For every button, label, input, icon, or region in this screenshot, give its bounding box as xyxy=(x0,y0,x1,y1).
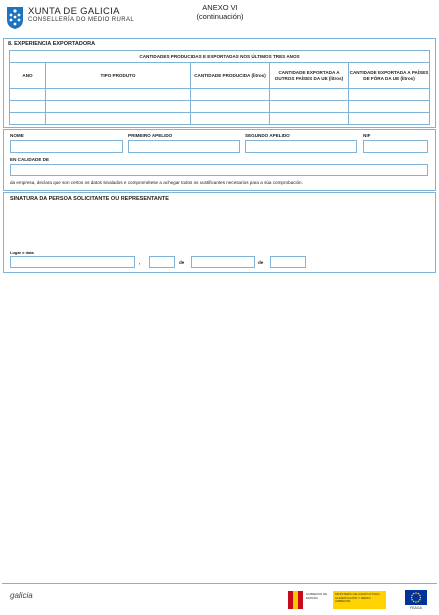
first-surname-label: PRIMEIRO APELIDO xyxy=(128,133,173,138)
year-field[interactable] xyxy=(270,256,306,268)
table-cell-product-3[interactable] xyxy=(45,112,191,125)
name-label: NOME xyxy=(10,133,24,138)
col-header-produced: CANTIDADE PRODUCIDA (litros) xyxy=(190,62,270,89)
footer-divider xyxy=(2,583,437,584)
nif-field[interactable] xyxy=(363,140,428,153)
col-header-exported-eu: CANTIDADE EXPORTADA A OUTROS PAÍSES DA UE (litros) xyxy=(269,62,349,89)
gov-text-line2: MINISTERIO DE AGRICULTURA, ALIMENTACIÓN Y MEDIO AMBIENTE xyxy=(335,592,381,604)
col-header-year: ANO xyxy=(9,62,46,89)
col-header-product-type: TIPO PRODUTO xyxy=(45,62,191,89)
first-surname-field[interactable] xyxy=(128,140,240,153)
eu-label: FEAGA xyxy=(410,606,422,610)
galicia-logo: galicia xyxy=(10,591,33,600)
table-cell-year-3[interactable] xyxy=(9,112,46,125)
annex-title: ANEXO VI xyxy=(202,3,238,12)
brand-title: XUNTA DE GALICIA xyxy=(28,6,120,17)
annex-subtitle: (continuación) xyxy=(196,12,244,21)
day-field[interactable] xyxy=(149,256,175,268)
nif-label: NIF xyxy=(363,133,371,138)
place-field[interactable] xyxy=(10,256,135,268)
capacity-label: EN CALIDADE DE xyxy=(10,157,50,162)
table-cell-exported-non-eu-3[interactable] xyxy=(348,112,430,125)
section-8-title: 8. EXPERIENCIA EXPORTADORA xyxy=(8,41,96,47)
eu-flag-logo xyxy=(405,590,427,612)
signature-title: SINATURA DA PERSOA SOLICITANTE OU REPRESENTANTE xyxy=(10,196,169,202)
table-cell-exported-eu-3[interactable] xyxy=(269,112,349,125)
second-surname-field[interactable] xyxy=(245,140,357,153)
comma-separator: , xyxy=(139,260,141,265)
table-caption: CANTIDADES PRODUCIDAS E EXPORTADAS NOS ÚLTIMOS TRES ANOS xyxy=(9,50,430,63)
table-cell-produced-3[interactable] xyxy=(190,112,270,125)
place-date-label: Lugar e data xyxy=(10,250,34,255)
spain-flag-stripe-2 xyxy=(298,591,303,609)
capacity-field[interactable] xyxy=(10,164,428,176)
de-label-1: de xyxy=(179,260,185,265)
annex-heading xyxy=(185,3,255,21)
col-header-exported-non-eu: CANTIDADE EXPORTADA A PAÍSES DE FÓRA DA UE (litros) xyxy=(348,62,430,89)
eu-stars-icon xyxy=(405,590,427,605)
de-label-2: de xyxy=(258,260,264,265)
gov-text-line1: GOBIERNO DE ESPAÑA xyxy=(306,592,328,600)
declaration-text: da empresa, declara que son certos os datos sinalados e comprométese a achegar todos os xustificantes necesarios para a súa comprobación. xyxy=(10,180,303,185)
department-name: CONSELLERÍA DO MEDIO RURAL xyxy=(28,17,135,23)
export-table xyxy=(9,50,430,125)
month-field[interactable] xyxy=(191,256,255,268)
second-surname-label: SEGUNDO APELIDO xyxy=(245,133,290,138)
xunta-shield-logo xyxy=(6,6,24,30)
name-field[interactable] xyxy=(10,140,123,153)
gobierno-espana-logo xyxy=(288,589,386,611)
